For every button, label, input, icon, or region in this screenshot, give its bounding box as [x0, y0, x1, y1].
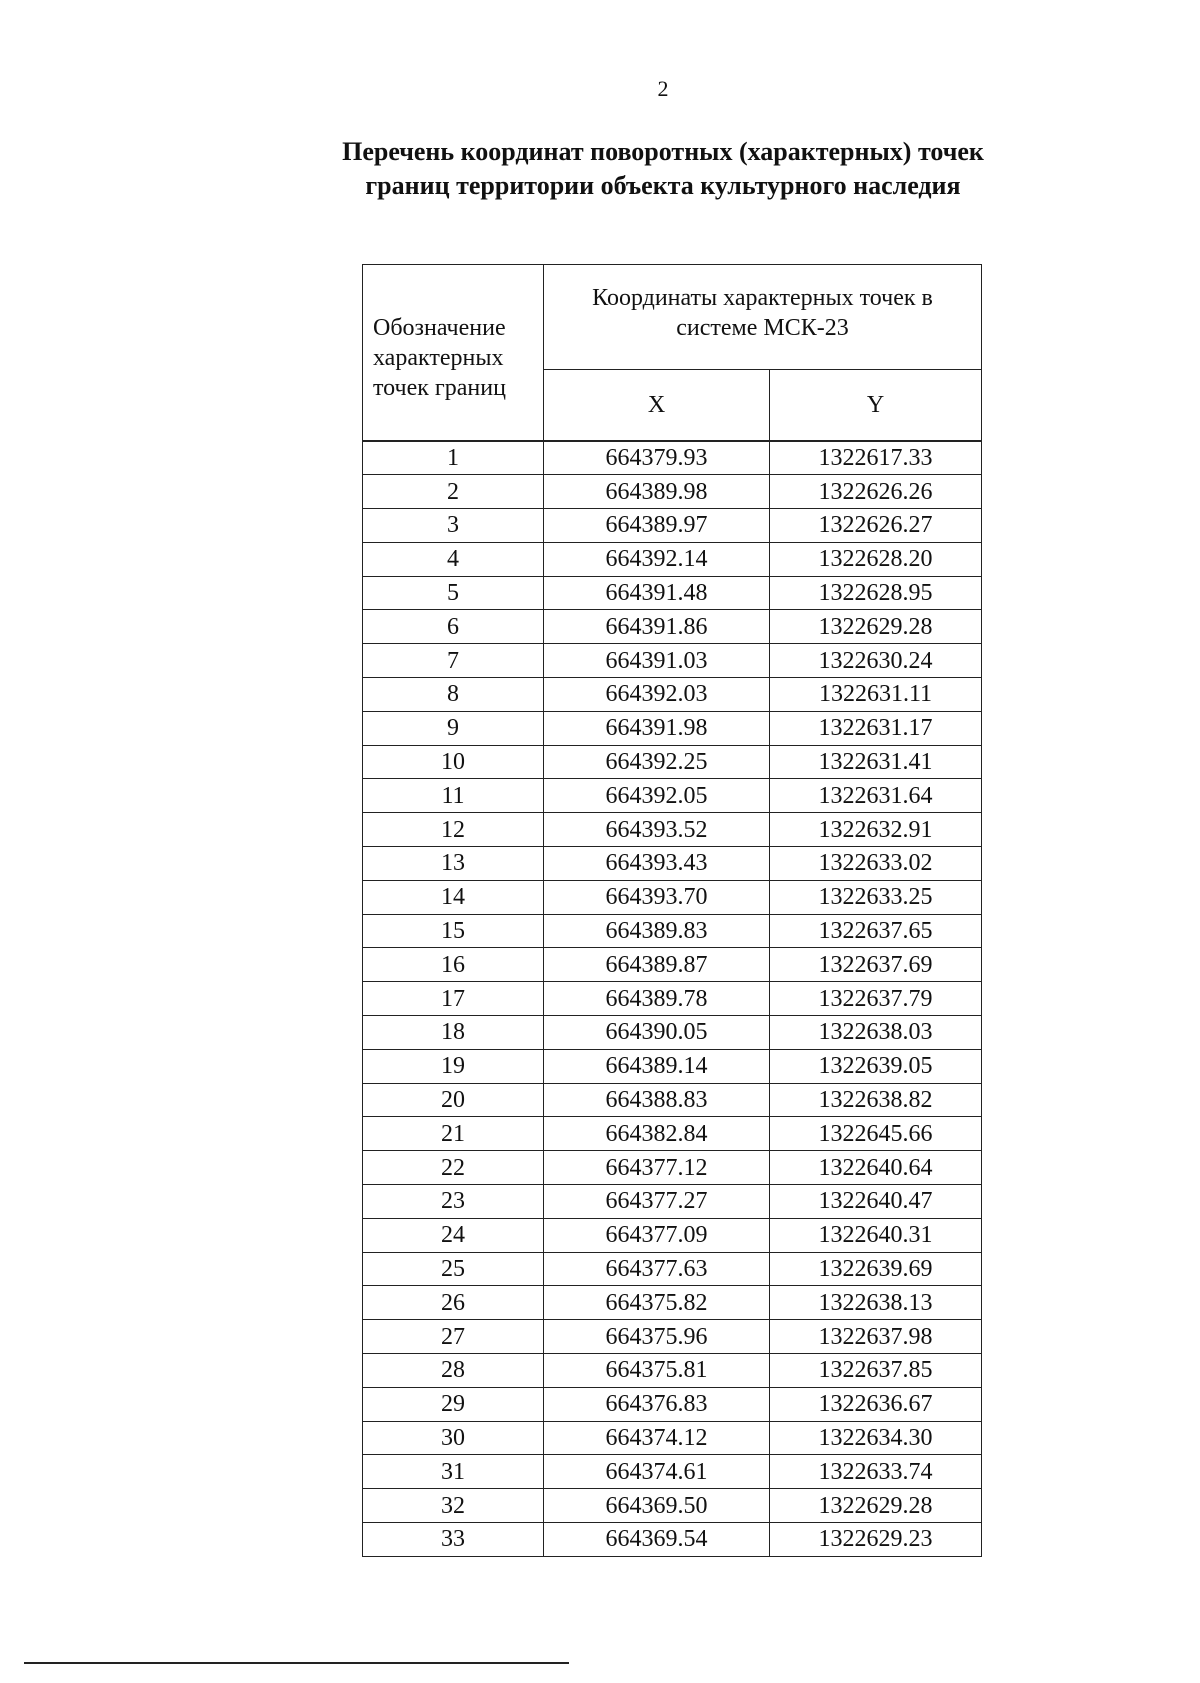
point-cell: 31	[363, 1455, 544, 1489]
point-cell: 25	[363, 1252, 544, 1286]
y-coordinate-cell: 1322629.23	[770, 1523, 982, 1557]
point-cell: 1	[363, 441, 544, 475]
y-coordinate-cell: 1322631.17	[770, 711, 982, 745]
point-cell: 22	[363, 1151, 544, 1185]
point-cell: 17	[363, 982, 544, 1016]
table-row	[363, 1151, 982, 1185]
x-coordinate-cell: 664375.96	[544, 1320, 770, 1354]
table-row	[363, 914, 982, 948]
point-cell: 14	[363, 880, 544, 914]
x-coordinate-cell: 664389.14	[544, 1049, 770, 1083]
x-coordinate-cell: 664369.54	[544, 1523, 770, 1557]
y-coordinate-cell: 1322637.65	[770, 914, 982, 948]
x-coordinate-cell: 664382.84	[544, 1117, 770, 1151]
table-row	[363, 1016, 982, 1050]
y-coordinate-cell: 1322633.25	[770, 880, 982, 914]
point-cell: 28	[363, 1354, 544, 1388]
x-coordinate-cell: 664392.14	[544, 542, 770, 576]
point-cell: 30	[363, 1421, 544, 1455]
table-row	[363, 509, 982, 543]
x-coordinate-cell: 664391.48	[544, 576, 770, 610]
y-coordinate-cell: 1322637.69	[770, 948, 982, 982]
x-coordinate-cell: 664392.03	[544, 678, 770, 712]
y-coordinate-cell: 1322631.41	[770, 745, 982, 779]
y-coordinate-cell: 1322645.66	[770, 1117, 982, 1151]
table-row	[363, 1083, 982, 1117]
y-coordinate-cell: 1322637.98	[770, 1320, 982, 1354]
x-coordinate-cell: 664392.05	[544, 779, 770, 813]
x-coordinate-cell: 664391.03	[544, 644, 770, 678]
y-coordinate-cell: 1322628.95	[770, 576, 982, 610]
point-cell: 11	[363, 779, 544, 813]
point-cell: 18	[363, 1016, 544, 1050]
table-row	[363, 1523, 982, 1557]
y-coordinate-cell: 1322637.85	[770, 1354, 982, 1388]
title-line-2: границ территории объекта культурного наследия	[365, 171, 961, 200]
y-coordinate-cell: 1322630.24	[770, 644, 982, 678]
x-coordinate-cell: 664391.98	[544, 711, 770, 745]
point-cell: 2	[363, 475, 544, 509]
point-cell: 7	[363, 644, 544, 678]
point-cell: 26	[363, 1286, 544, 1320]
page-number: 2	[657, 76, 669, 101]
point-cell: 29	[363, 1387, 544, 1421]
point-cell: 23	[363, 1185, 544, 1219]
y-column-header: Y	[770, 370, 982, 442]
point-cell: 5	[363, 576, 544, 610]
x-coordinate-cell: 664390.05	[544, 1016, 770, 1050]
coords-header-line-1: Координаты характерных точек в	[592, 285, 933, 311]
point-header-line-3: точек границ	[373, 374, 506, 401]
y-coordinate-cell: 1322617.33	[770, 441, 982, 475]
point-cell: 8	[363, 678, 544, 712]
x-coordinate-cell: 664388.83	[544, 1083, 770, 1117]
table-row	[363, 1489, 982, 1523]
table-header	[363, 265, 982, 442]
y-coordinate-cell: 1322638.82	[770, 1083, 982, 1117]
x-coordinate-cell: 664374.12	[544, 1421, 770, 1455]
table-row	[363, 982, 982, 1016]
table-row	[363, 1387, 982, 1421]
title-line-1: Перечень координат поворотных (характерных) точек	[342, 137, 984, 166]
table-row	[363, 1354, 982, 1388]
table-row	[363, 610, 982, 644]
table-row	[363, 1049, 982, 1083]
x-coordinate-cell: 664393.52	[544, 813, 770, 847]
point-cell: 21	[363, 1117, 544, 1151]
document-title	[0, 135, 1200, 203]
x-coordinate-cell: 664375.82	[544, 1286, 770, 1320]
table-row	[363, 678, 982, 712]
y-coordinate-cell: 1322639.69	[770, 1252, 982, 1286]
footer-divider	[24, 1662, 569, 1664]
x-coordinate-cell: 664393.43	[544, 847, 770, 881]
point-cell: 33	[363, 1523, 544, 1557]
table-row	[363, 1455, 982, 1489]
x-coordinate-cell: 664376.83	[544, 1387, 770, 1421]
table-row	[363, 1286, 982, 1320]
x-coordinate-cell: 664391.86	[544, 610, 770, 644]
point-cell: 4	[363, 542, 544, 576]
y-coordinate-cell: 1322634.30	[770, 1421, 982, 1455]
y-coordinate-cell: 1322633.74	[770, 1455, 982, 1489]
y-coordinate-cell: 1322639.05	[770, 1049, 982, 1083]
point-cell: 16	[363, 948, 544, 982]
point-cell: 32	[363, 1489, 544, 1523]
y-coordinate-cell: 1322637.79	[770, 982, 982, 1016]
table-row	[363, 847, 982, 881]
coordinates-table	[362, 264, 982, 1557]
x-coordinate-cell: 664375.81	[544, 1354, 770, 1388]
x-coordinate-cell: 664377.63	[544, 1252, 770, 1286]
y-coordinate-cell: 1322640.64	[770, 1151, 982, 1185]
point-header-line-2: характерных	[373, 344, 504, 371]
x-coordinate-cell: 664393.70	[544, 880, 770, 914]
point-cell: 27	[363, 1320, 544, 1354]
table-row	[363, 948, 982, 982]
y-coordinate-cell: 1322631.11	[770, 678, 982, 712]
point-cell: 10	[363, 745, 544, 779]
point-cell: 15	[363, 914, 544, 948]
point-cell: 20	[363, 1083, 544, 1117]
table-row	[363, 1185, 982, 1219]
table-row	[363, 1218, 982, 1252]
x-coordinate-cell: 664389.87	[544, 948, 770, 982]
x-column-header: X	[544, 370, 770, 442]
y-coordinate-cell: 1322638.03	[770, 1016, 982, 1050]
y-coordinate-cell: 1322626.26	[770, 475, 982, 509]
x-coordinate-cell: 664389.98	[544, 475, 770, 509]
point-cell: 3	[363, 509, 544, 543]
table-row	[363, 779, 982, 813]
coordinates-group-header	[544, 265, 982, 370]
point-header-line-1: Обозначение	[373, 314, 506, 341]
x-coordinate-cell: 664392.25	[544, 745, 770, 779]
x-coordinate-cell: 664377.12	[544, 1151, 770, 1185]
table-row	[363, 1117, 982, 1151]
point-cell: 6	[363, 610, 544, 644]
y-coordinate-cell: 1322633.02	[770, 847, 982, 881]
table-row	[363, 745, 982, 779]
x-coordinate-cell: 664377.27	[544, 1185, 770, 1219]
table-row	[363, 880, 982, 914]
point-cell: 19	[363, 1049, 544, 1083]
y-coordinate-cell: 1322631.64	[770, 779, 982, 813]
x-coordinate-cell: 664377.09	[544, 1218, 770, 1252]
table-row	[363, 711, 982, 745]
point-cell: 13	[363, 847, 544, 881]
y-coordinate-cell: 1322628.20	[770, 542, 982, 576]
x-coordinate-cell: 664389.97	[544, 509, 770, 543]
table-row	[363, 1421, 982, 1455]
table-row	[363, 475, 982, 509]
y-coordinate-cell: 1322629.28	[770, 610, 982, 644]
x-coordinate-cell: 664379.93	[544, 441, 770, 475]
table-row	[363, 1252, 982, 1286]
y-coordinate-cell: 1322629.28	[770, 1489, 982, 1523]
table-body	[363, 441, 982, 1556]
point-cell: 9	[363, 711, 544, 745]
y-coordinate-cell: 1322632.91	[770, 813, 982, 847]
table-row	[363, 813, 982, 847]
y-coordinate-cell: 1322636.67	[770, 1387, 982, 1421]
x-coordinate-cell: 664369.50	[544, 1489, 770, 1523]
point-designation-header	[363, 265, 544, 442]
point-cell: 12	[363, 813, 544, 847]
y-coordinate-cell: 1322626.27	[770, 509, 982, 543]
table-row	[363, 644, 982, 678]
x-coordinate-cell: 664389.83	[544, 914, 770, 948]
point-cell: 24	[363, 1218, 544, 1252]
y-coordinate-cell: 1322640.31	[770, 1218, 982, 1252]
x-coordinate-cell: 664389.78	[544, 982, 770, 1016]
table-row	[363, 441, 982, 475]
y-coordinate-cell: 1322638.13	[770, 1286, 982, 1320]
table-row	[363, 576, 982, 610]
y-coordinate-cell: 1322640.47	[770, 1185, 982, 1219]
table-row	[363, 542, 982, 576]
coords-header-line-2: системе МСК-23	[676, 315, 849, 341]
table-row	[363, 1320, 982, 1354]
x-coordinate-cell: 664374.61	[544, 1455, 770, 1489]
